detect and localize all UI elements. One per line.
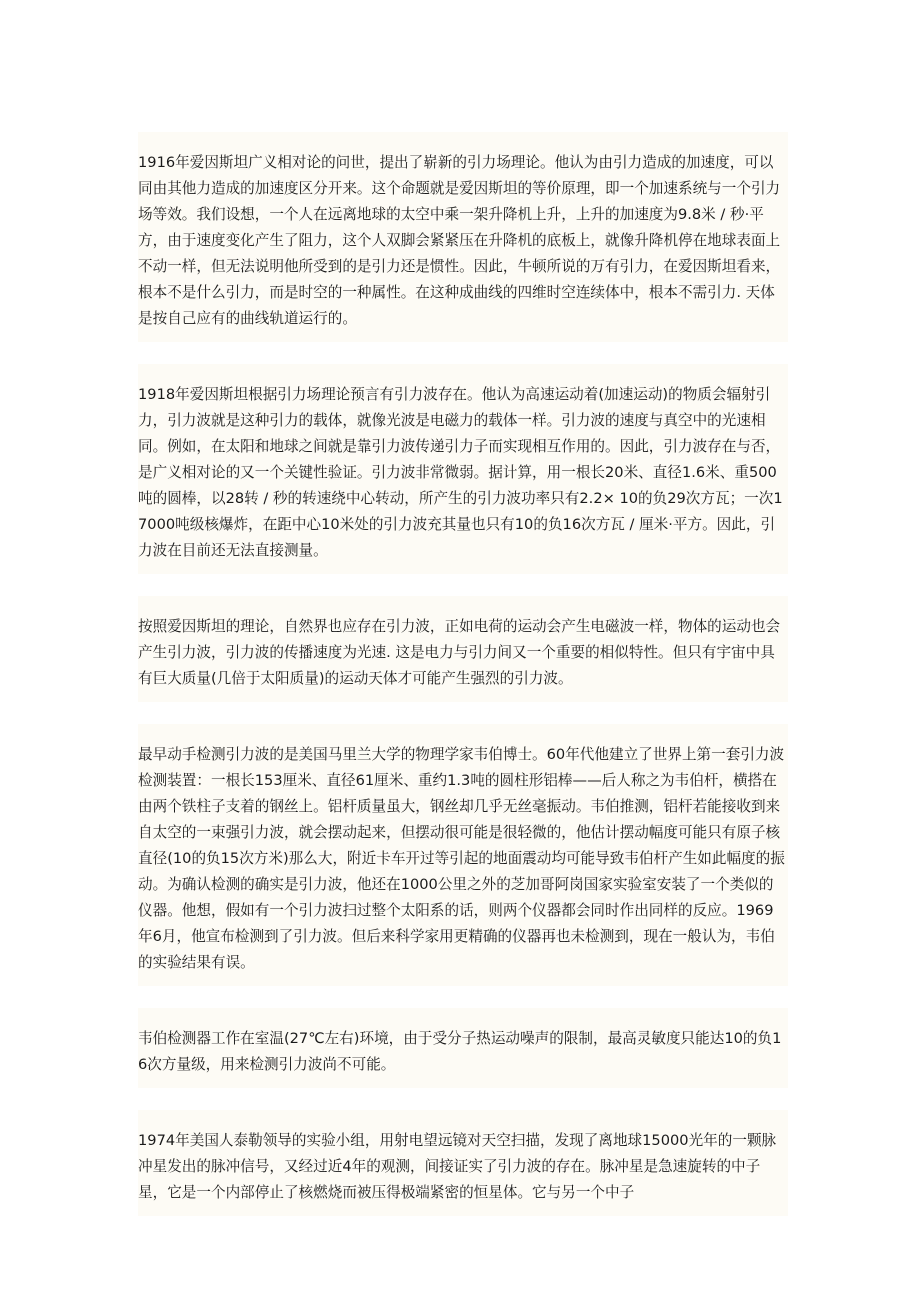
document-body xyxy=(138,132,788,1216)
paragraph-1918-gravitational-waves: 1918年爱因斯坦根据引力场理论预言有引力波存在。他认为高速运动着(加速运动)的物质会辐射引力，引力波就是这种引力的载体，就像光波是电磁力的载体一样。引力波的速度与真空中的光速相同。例如，在太阳和地球之间就是靠引力波传递引力子而实现相互作用的。因此，引力波存在与否，是广义相对论的又一个关键性验证。引力波非常微弱。据计算，用一根长20米、直径1.6米、重500吨的圆棒，以28转 / 秒的转速绕中心转动，所产生的引力波功率只有2.2× 10的负29次方瓦；一次17000吨级核爆炸，在距中心10米处的引力波充其量也只有10的负16次方瓦 / 厘米·平方。因此，引力波在目前还无法直接测量。 xyxy=(138,386,783,559)
paragraph-block xyxy=(138,596,788,702)
paragraph-1916-general-relativity: 1916年爱因斯坦广义相对论的问世，提出了崭新的引力场理论。他认为由引力造成的加速度，可以同由其他力造成的加速度区分开来。这个命题就是爱因斯坦的等价原理，即一个加速系统与一个引力场等效。我们设想，一个人在远离地球的太空中乘一架升降机上升，上升的加速度为9.8米 / 秒·平方，由于速度变化产生了阻力，这个人双脚会紧紧压在升降机的底板上，就像升降机停在地球表面上不动一样，但无法说明他所受到的是引力还是惯性。因此，牛顿所说的万有引力，在爱因斯坦看来，根本不是什么引力，而是时空的一种属性。在这种成曲线的四维时空连续体中，根本不需引力. 天体是按自己应有的曲线轨道运行的。 xyxy=(138,154,781,327)
paragraph-weber-sensitivity: 韦伯检测器工作在室温(27℃左右)环境，由于受分子热运动噪声的限制，最高灵敏度只能达10的负16次方量级，用来检测引力波尚不可能。 xyxy=(138,1030,782,1073)
paragraph-einstein-theory: 按照爱因斯坦的理论，自然界也应存在引力波，正如电荷的运动会产生电磁波一样，物体的运动也会产生引力波，引力波的传播速度为光速. 这是电力与引力间又一个重要的相似特性。但只有宇宙中具有巨大质量(几倍于太阳质量)的运动天体才可能产生强烈的引力波。 xyxy=(138,618,781,687)
paragraph-block xyxy=(138,364,788,574)
paragraph-weber-detector: 最早动手检测引力波的是美国马里兰大学的物理学家韦伯博士。60年代他建立了世界上第一套引力波检测装置：一根长153厘米、直径61厘米、重约1.3吨的圆柱形铝棒——后人称之为韦伯杆，横搭在由两个铁柱子支着的钢丝上。铝杆质量虽大，钢丝却几乎无丝毫振动。韦伯推测，铝杆若能接收到来自太空的一束强引力波，就会摆动起来，但摆动很可能是很轻微的，他估计摆动幅度可能只有原子核直径(10的负15次方米)那么大，附近卡车开过等引起的地面震动均可能导致韦伯杆产生如此幅度的振动。为确认检测的确实是引力波，他还在1000公里之外的芝加哥阿岗国家实验室安装了一个类似的仪器。他想，假如有一个引力波扫过整个太阳系的话，则两个仪器都会同时作出同样的反应。1969年6月，他宣布检测到了引力波。但后来科学家用更精确的仪器再也未检测到，现在一般认为，韦伯的实验结果有误。 xyxy=(138,746,785,971)
paragraph-block xyxy=(138,724,788,986)
paragraph-block xyxy=(138,1110,788,1216)
paragraph-block xyxy=(138,132,788,342)
paragraph-1974-taylor-pulsar: 1974年美国人泰勒领导的实验小组，用射电望远镜对天空扫描，发现了离地球15000光年的一颗脉冲星发出的脉冲信号，又经过近4年的观测，间接证实了引力波的存在。脉冲星是急速旋转的中子星，它是一个内部停止了核燃烧而被压得极端紧密的恒星体。它与另一个中子 xyxy=(138,1132,777,1201)
paragraph-block xyxy=(138,1008,788,1088)
